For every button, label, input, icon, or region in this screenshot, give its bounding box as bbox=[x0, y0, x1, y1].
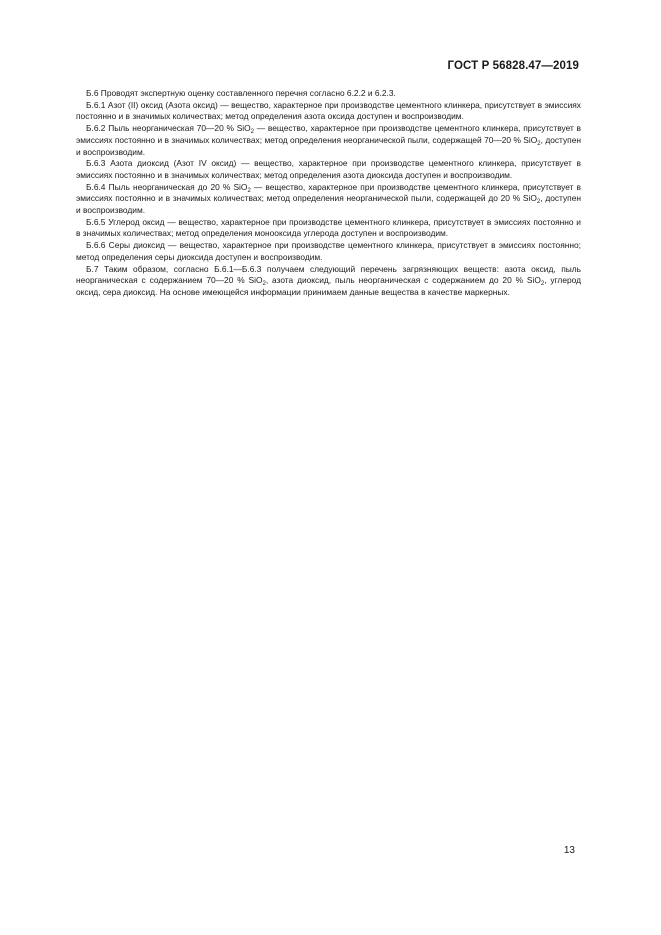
text-segment: Б.6.2 Пыль неорганическая 70—20 % SiO bbox=[86, 123, 251, 134]
subscript: 2 bbox=[250, 129, 255, 136]
paragraph-b6-2 bbox=[76, 123, 581, 158]
page-number: 13 bbox=[563, 845, 575, 856]
paragraph-b6-3: Б.6.3 Азота диоксид (Азот IV оксид) — вещество, характерное при производстве цементного клинкера, присутствует в эмиссиях постоянно и в значимых количествах; метод определения азота диоксида доступен и воспроизводим. bbox=[76, 158, 581, 180]
document-body bbox=[76, 88, 581, 299]
subscript: 2 bbox=[537, 140, 541, 147]
text-segment: , доступен и воспроизводим. bbox=[76, 134, 581, 157]
subscript: 2 bbox=[540, 281, 545, 288]
subscript: 2 bbox=[536, 199, 541, 206]
subscript: 2 bbox=[247, 187, 251, 194]
document-header-standard: ГОСТ Р 56828.47—2019 bbox=[447, 60, 579, 72]
paragraph-b6-5: Б.6.5 Углерод оксид — вещество, характерное при производстве цементного клинкера, присутствует в эмиссиях постоянно и в значимых количествах; метод определения монооксида углерода доступен и воспроизводим. bbox=[76, 216, 581, 239]
text-segment: , доступен и воспроизводим. bbox=[76, 193, 581, 216]
paragraph-b6-6: Б.6.6 Серы диоксид — вещество, характерное при производстве цементного клинкера, присутствует в эмиссиях постоянно; метод определения серы диоксида доступен и воспроизводим. bbox=[76, 240, 581, 262]
text-segment: — вещество, характерное при производстве цементного клинкера, присутствует в эмиссиях постоянно и в значимых количествах; метод определения неорганической пыли, содержащей до 20 % SiO bbox=[76, 181, 581, 204]
text-segment: , углерод оксид, сера диоксид. На основе имеющейся информации принимаем данные вещества в качестве маркерных. bbox=[76, 275, 581, 297]
paragraph-b7 bbox=[76, 264, 581, 299]
paragraph-b6-1: Б.6.1 Азот (II) оксид (Азота оксид) — вещество, характерное при производстве цементного клинкера, присутствует в эмиссиях постоянно и в значимых количествах; метод определения азота оксида доступен и воспроизводим. bbox=[76, 99, 581, 122]
text-segment: Б.6.4 Пыль неорганическая до 20 % SiO bbox=[86, 181, 248, 192]
subscript: 2 bbox=[262, 281, 266, 288]
text-segment: , азота диоксид, пыль неорганическая с содержанием до 20 % SiO bbox=[265, 275, 541, 286]
paragraph-b6: Б.6 Проводят экспертную оценку составленного перечня согласно 6.2.2 и 6.2.3. bbox=[86, 88, 396, 98]
text-segment: — вещество, характерное при производстве цементного клинкера, присутствует в эмиссиях постоянно и в значимых количествах; метод определения неорганической пыли, содержащей 70—20 % SiO bbox=[76, 123, 581, 145]
paragraph-b6-4 bbox=[76, 182, 581, 217]
text-segment: Б.7 Таким образом, согласно Б.6.1—Б.6.3 получаем следующий перечень загрязняющих веществ: азота оксид, пыль неорганическая с содержанием 70—20 % SiO bbox=[76, 263, 581, 286]
